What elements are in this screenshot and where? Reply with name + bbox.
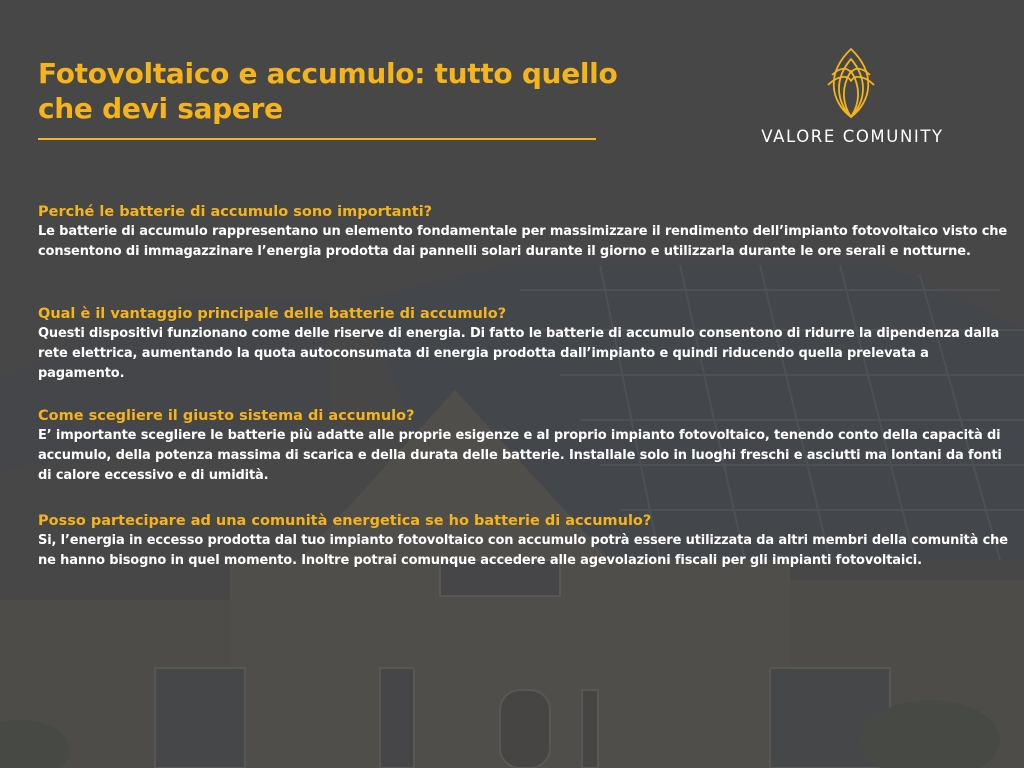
leaf-lotus-icon (824, 45, 878, 119)
faq-item-2 (38, 304, 1008, 384)
page-title: Fotovoltaico e accumulo: tutto quello che devi sapere (38, 57, 618, 125)
faq-answer: Questi dispositivi funzionano come delle riserve di energia. Di fatto le batterie di accumulo consentono di ridurre la dipendenza dalla rete elettrica, aumentando la quota autoconsumata di energia prodotta dall’impianto e quindi riducendo quella prelevata a pagamento. (38, 326, 1000, 381)
faq-answer: E’ importante scegliere le batterie più adatte alle proprie esigenze e al proprio impianto fotovoltaico, tenendo conto della capacità di accumulo, della potenza massima di scarica e della durata delle batterie. Installale solo in luoghi freschi e asciutti ma lontani da fonti di calore eccessivo e di umidità. (38, 428, 1002, 483)
faq-question: Come scegliere il giusto sistema di accumulo? (38, 408, 415, 424)
faq-answer: Si, l’energia in eccesso prodotta dal tuo impianto fotovoltaico con accumulo potrà essere utilizzata da altri membri della comunità che ne hanno bisogno in quel momento. Inoltre potrai comunque accedere alle agevolazioni fiscali per gli impianti fotovoltaici. (38, 533, 1008, 568)
brand-name: VALORE COMUNITY (761, 127, 944, 146)
faq-question: Perché le batterie di accumulo sono importanti? (38, 204, 433, 220)
faq-question: Posso partecipare ad una comunità energetica se ho batterie di accumulo? (38, 513, 652, 529)
faq-item-1 (38, 202, 1008, 262)
faq-item-4 (38, 511, 1008, 571)
brand-logo (740, 45, 965, 155)
title-underline (38, 138, 596, 140)
faq-answer: Le batterie di accumulo rappresentano un elemento fondamentale per massimizzare il rendimento dell’impianto fotovoltaico visto che consentono di immagazzinare l’energia prodotta dai pannelli solari durante il giorno e utilizzarla durante le ore serali e notturne. (38, 224, 1008, 259)
faq-question: Qual è il vantaggio principale delle batterie di accumulo? (38, 306, 507, 322)
faq-item-3 (38, 406, 1008, 486)
